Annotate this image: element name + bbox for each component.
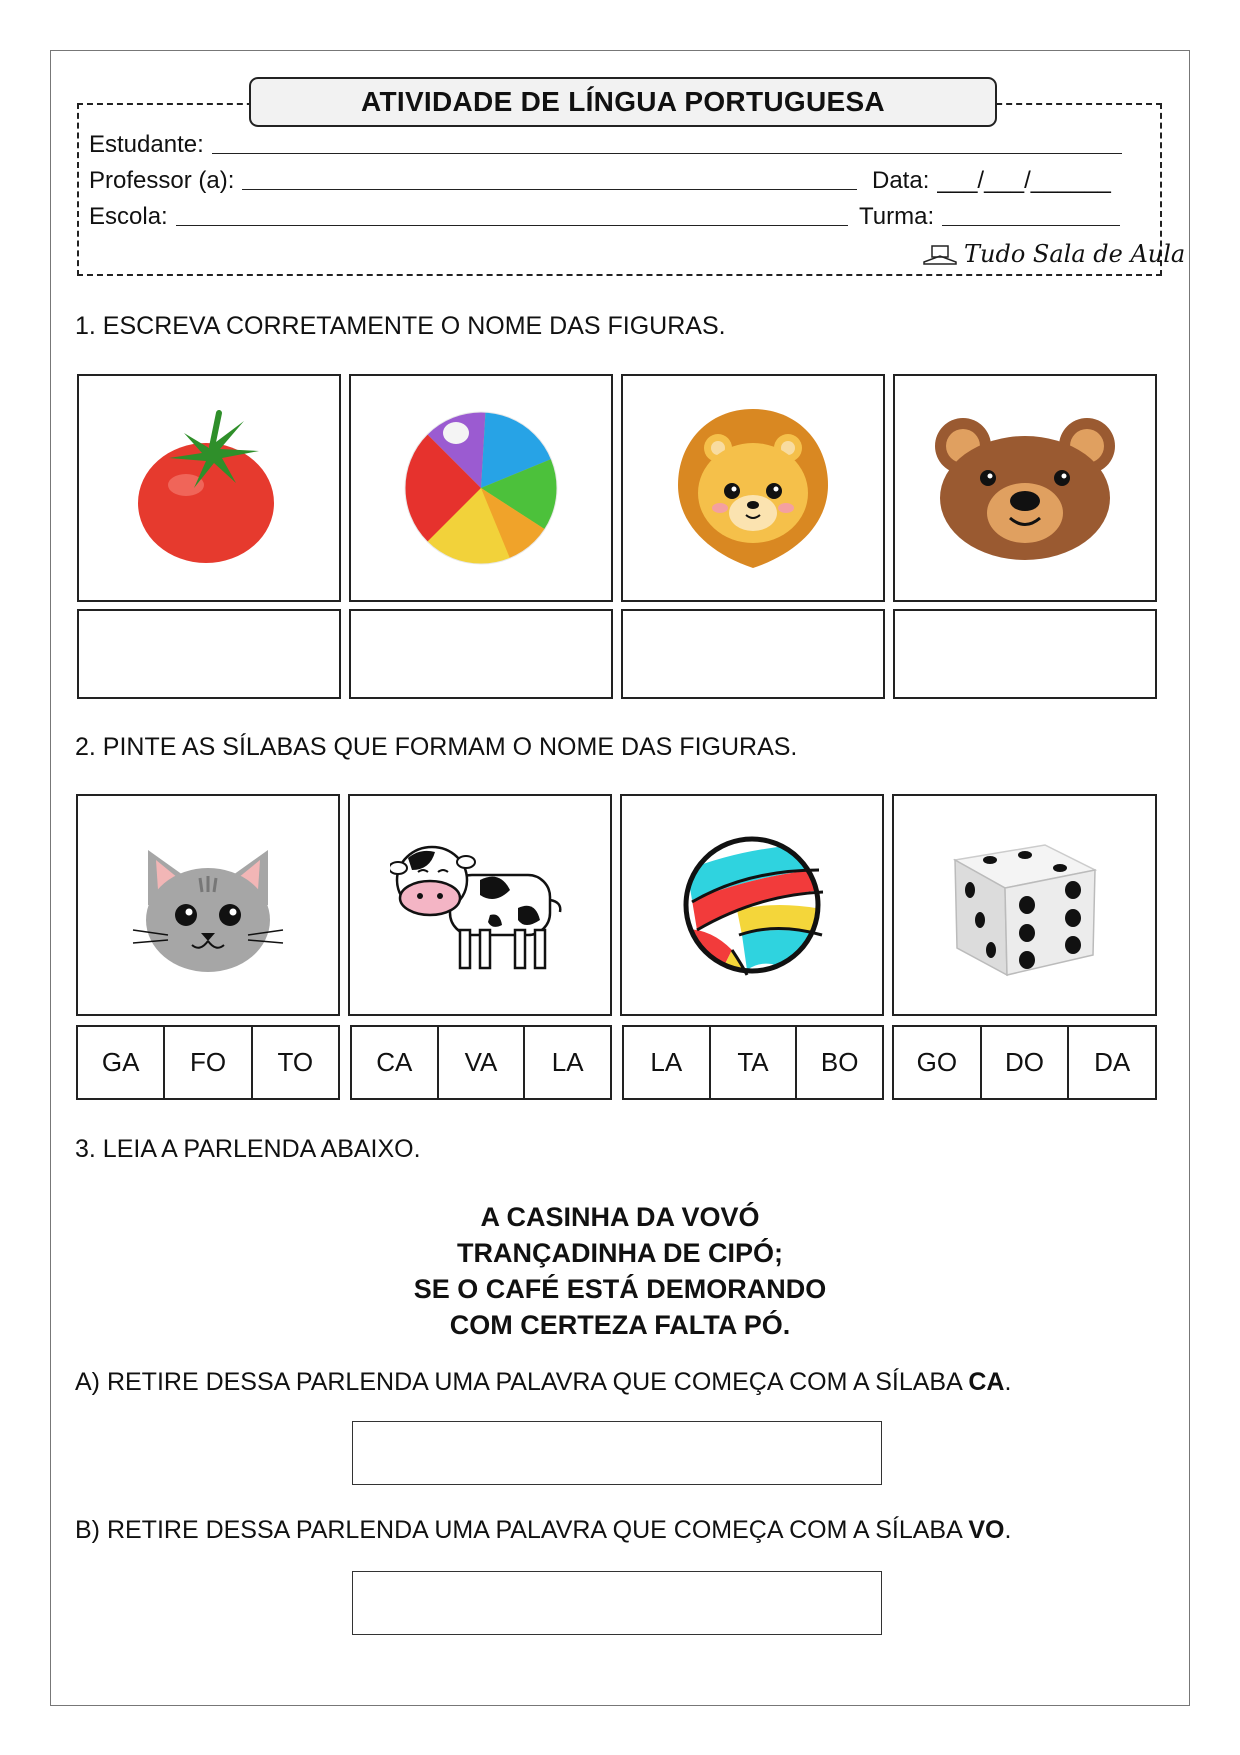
cow-icon [390,830,570,980]
q3a-text: A) RETIRE DESSA PARLENDA UMA PALAVRA QUE COMEÇA COM A SÍLABA [75,1368,969,1396]
syllable-option[interactable]: GO [894,1027,982,1098]
school-field[interactable] [89,203,848,231]
book-icon [922,242,958,266]
q3b-syllable: VO [968,1516,1005,1544]
syllable-option[interactable]: FO [165,1027,252,1098]
q2-instruction: 2. PINTE AS SÍLABAS QUE FORMAM O NOME DAS FIGURAS. [75,733,798,761]
date-field[interactable] [872,167,1111,195]
teacher-label: Professor (a): [89,167,235,194]
syllable-option[interactable]: LA [624,1027,711,1098]
class-label: Turma: [859,203,935,230]
q1-picture-2 [349,374,613,602]
student-field[interactable] [89,131,1122,159]
dice-icon [945,830,1105,980]
q1-answer-3[interactable] [621,609,885,699]
volleyball-icon [677,830,827,980]
q2-syllables-1 [76,1025,340,1100]
q3-instruction: 3. LEIA A PARLENDA ABAIXO. [75,1135,421,1163]
tomato-icon [124,403,294,573]
beach-ball-icon [396,403,566,573]
q1-instruction: 1. ESCREVA CORRETAMENTE O NOME DAS FIGURAS. [75,312,726,340]
credit-text: Tudo Sala de Aula [964,240,1186,268]
student-label: Estudante: [89,131,204,158]
poem-line: TRANÇADINHA DE CIPÓ; [457,1238,783,1268]
lion-icon [668,403,838,573]
teacher-line[interactable] [242,188,857,190]
poem-line: COM CERTEZA FALTA PÓ. [449,1310,791,1340]
class-field[interactable] [859,203,1120,231]
syllable-option[interactable]: CA [352,1027,439,1098]
q3b-answer-field[interactable] [352,1571,882,1635]
q2-syllables-2 [350,1025,612,1100]
syllable-option[interactable]: TA [711,1027,798,1098]
school-label: Escola: [89,203,168,230]
q1-picture-4 [893,374,1157,602]
syllable-option[interactable]: TO [277,1047,314,1077]
poem-line: SE O CAFÉ ESTÁ DEMORANDO [413,1274,827,1304]
q2-picture-2 [348,794,612,1016]
q3a-answer-field[interactable] [352,1421,882,1485]
worksheet-title: ATIVIDADE DE LÍNGUA PORTUGUESA [249,77,997,127]
credit-logo [922,240,1185,268]
syllable-option[interactable]: DA [1094,1047,1131,1077]
date-blank[interactable]: ___/___/______ [937,167,1111,194]
q1-picture-3 [621,374,885,602]
q3b-prompt [75,1516,1011,1545]
student-line[interactable] [212,152,1122,154]
q2-syllables-4 [892,1025,1157,1100]
q1-answer-1[interactable] [77,609,341,699]
q2-picture-4 [892,794,1157,1016]
cat-icon [128,830,288,980]
syllable-option[interactable]: VA [439,1027,526,1098]
q2-syllables-3 [622,1025,884,1100]
q2-picture-3 [620,794,884,1016]
q1-picture-1 [77,374,341,602]
poem-line: A CASINHA DA VOVÓ [480,1202,760,1232]
q3a-period: . [1004,1368,1012,1396]
q1-answer-2[interactable] [349,609,613,699]
q3a-syllable: CA [968,1368,1005,1396]
q2-picture-1 [76,794,340,1016]
q3b-period: . [1004,1516,1012,1544]
syllable-option[interactable]: GA [78,1027,165,1098]
bear-icon [930,413,1120,563]
syllable-option[interactable]: DO [982,1027,1070,1098]
school-line[interactable] [176,224,848,226]
teacher-field[interactable] [89,167,857,195]
syllable-option[interactable]: LA [551,1047,584,1077]
q1-answer-4[interactable] [893,609,1157,699]
parlenda-poem [0,1199,1240,1343]
date-label: Data: [872,167,930,194]
syllable-option[interactable]: BO [820,1047,859,1077]
q3b-text: B) RETIRE DESSA PARLENDA UMA PALAVRA QUE COMEÇA COM A SÍLABA [75,1516,969,1544]
class-line[interactable] [942,224,1120,226]
q3a-prompt [75,1368,1011,1397]
